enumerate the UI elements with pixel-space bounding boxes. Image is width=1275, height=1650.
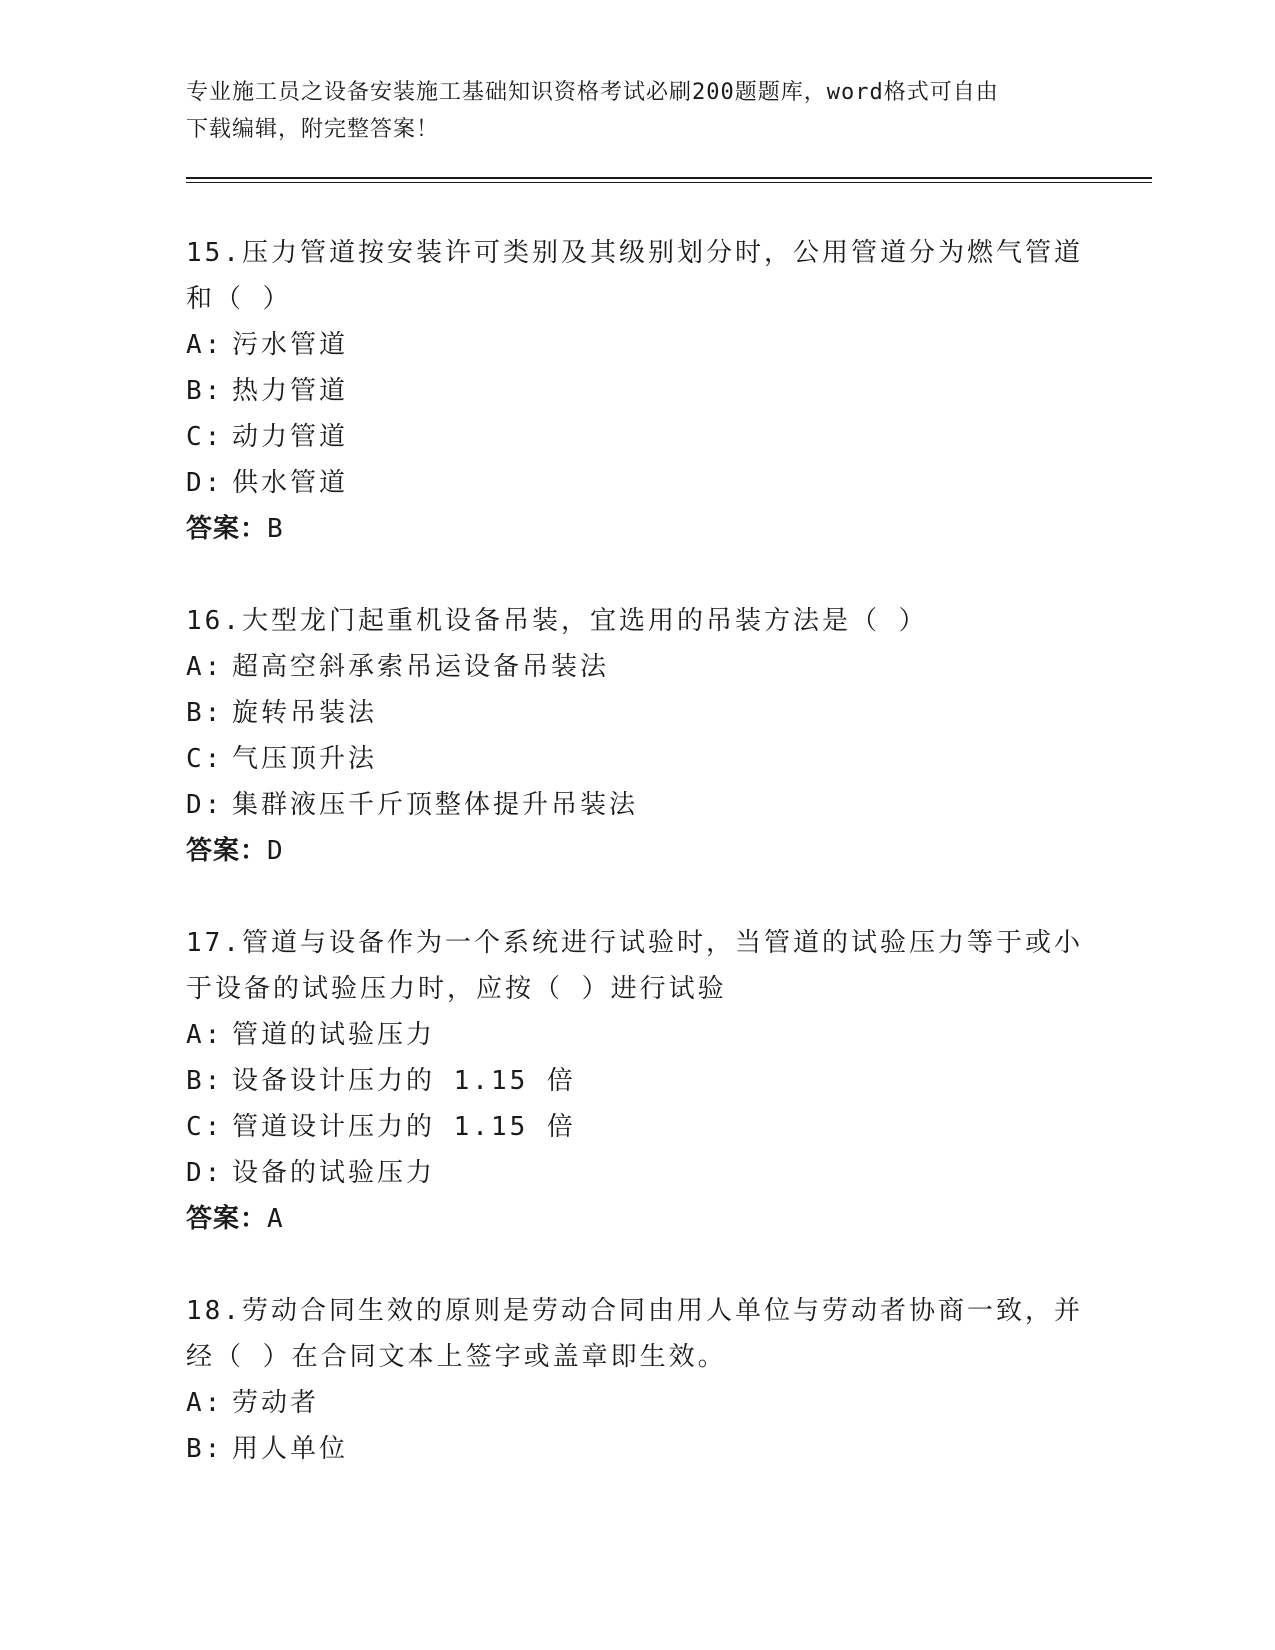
option-letter: B: — [186, 376, 224, 406]
document-header — [186, 74, 1086, 148]
answer-line — [186, 828, 1086, 874]
option-text: 旋转吊装法 — [232, 698, 378, 728]
option-text: 设备设计压力的 1.15 倍 — [232, 1066, 576, 1096]
option-letter: C: — [186, 422, 224, 452]
option-text: 设备的试验压力 — [232, 1158, 436, 1188]
option-b — [186, 368, 1086, 414]
option-letter: D: — [186, 790, 224, 820]
option-b — [186, 690, 1086, 736]
question-stem-line-2: 于设备的试验压力时，应按（ ）进行试验 — [186, 974, 727, 1004]
option-letter: A: — [186, 652, 224, 682]
option-text: 供水管道 — [232, 468, 349, 498]
option-d — [186, 1150, 1086, 1196]
option-letter: A: — [186, 1388, 224, 1418]
option-b — [186, 1426, 1086, 1472]
option-letter: B: — [186, 1434, 224, 1464]
option-text: 管道设计压力的 1.15 倍 — [232, 1112, 576, 1142]
answer-value: B — [267, 514, 284, 544]
option-letter: C: — [186, 744, 224, 774]
option-a — [186, 1012, 1086, 1058]
option-letter: A: — [186, 330, 224, 360]
question-16 — [186, 598, 1086, 874]
option-a — [186, 644, 1086, 690]
question-stem-line-1: 17.管道与设备作为一个系统进行试验时，当管道的试验压力等于或小 — [186, 928, 1083, 958]
header-divider-thin — [186, 182, 1152, 183]
option-d — [186, 460, 1086, 506]
answer-label: 答案： — [186, 1204, 268, 1234]
question-stem-line-1: 16.大型龙门起重机设备吊装，宜选用的吊装方法是（ ） — [186, 606, 928, 636]
question-stem-line-2: 经（ ）在合同文本上签字或盖章即生效。 — [186, 1342, 727, 1372]
header-line-1: 专业施工员之设备安装施工基础知识资格考试必刷200题题库，word格式可自由 — [186, 80, 999, 105]
answer-label: 答案： — [186, 836, 268, 866]
option-text: 污水管道 — [232, 330, 349, 360]
question-stem-line-1: 18.劳动合同生效的原则是劳动合同由用人单位与劳动者协商一致，并 — [186, 1296, 1083, 1326]
option-a — [186, 1380, 1086, 1426]
question-17 — [186, 920, 1086, 1242]
answer-value: D — [267, 836, 284, 866]
option-c — [186, 1104, 1086, 1150]
option-b — [186, 1058, 1086, 1104]
header-line-2: 下载编辑，附完整答案！ — [186, 117, 440, 142]
option-c — [186, 736, 1086, 782]
option-letter: A: — [186, 1020, 224, 1050]
option-letter: C: — [186, 1112, 224, 1142]
answer-line — [186, 506, 1086, 552]
option-letter: B: — [186, 698, 224, 728]
question-stem-line-1: 15.压力管道按安装许可类别及其级别划分时，公用管道分为燃气管道 — [186, 238, 1083, 268]
option-letter: D: — [186, 468, 224, 498]
option-d — [186, 782, 1086, 828]
question-stem-line-2: 和（ ） — [186, 284, 292, 314]
header-divider-thick — [186, 177, 1152, 179]
answer-line — [186, 1196, 1086, 1242]
option-c — [186, 414, 1086, 460]
option-text: 气压顶升法 — [232, 744, 378, 774]
option-a — [186, 322, 1086, 368]
option-text: 集群液压千斤顶整体提升吊装法 — [232, 790, 639, 820]
option-text: 超高空斜承索吊运设备吊装法 — [232, 652, 610, 682]
option-letter: B: — [186, 1066, 224, 1096]
question-18 — [186, 1288, 1086, 1472]
option-text: 管道的试验压力 — [232, 1020, 436, 1050]
option-text: 动力管道 — [232, 422, 349, 452]
question-list — [186, 230, 1086, 1518]
option-text: 用人单位 — [232, 1434, 349, 1464]
answer-label: 答案： — [186, 514, 268, 544]
option-text: 热力管道 — [232, 376, 349, 406]
option-letter: D: — [186, 1158, 224, 1188]
question-15 — [186, 230, 1086, 552]
answer-value: A — [267, 1204, 284, 1234]
option-text: 劳动者 — [232, 1388, 320, 1418]
